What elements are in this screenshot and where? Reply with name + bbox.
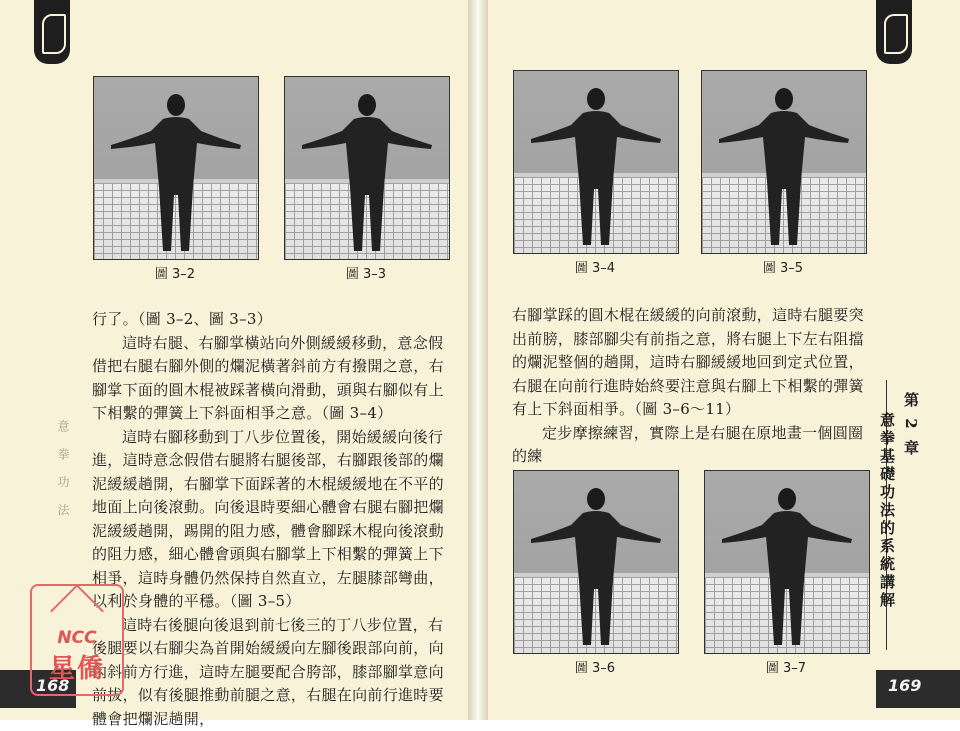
- figure-photo: [284, 76, 450, 260]
- paragraph: 定步摩擦練習，實際上是右腿在原地畫一個圓圈的練: [512, 422, 872, 469]
- paragraph: 這時右後腿向後退到前七後三的丁八步位置，右後腿要以右腳尖為首開始緩緩向左腳後跟部向前，向內斜前方行進，這時左腿要配合胯部，膝部腳掌意向前拔，似有後腿推動前腿之意，右腿在向前行進時要體會把爛泥趟開，: [92, 614, 452, 731]
- figure-photo: [701, 70, 867, 254]
- paragraph: 右腳掌踩的圓木棍在緩緩的向前滾動，這時右腿要突出前膀，膝部腳尖有前指之意，將右腿上下左右阻擋的爛泥整個的趟開，這時右腳緩緩地回到定式位置，右腿在向前行進時始終要注意與右腳上下相繫的彈簧有上下斜面相爭。（圖 3–6～11）: [512, 304, 872, 422]
- chapter-title: 意拳基礎功法的系統講解: [875, 412, 899, 610]
- left-body-text: [92, 308, 452, 731]
- faint-side-text: 意 拳 功 法: [54, 420, 72, 650]
- person-figure: [101, 91, 251, 259]
- figure-3-2: [93, 76, 257, 282]
- watermark-name: 星僑: [32, 648, 122, 685]
- figure-3-5: [701, 70, 865, 276]
- watermark-latin: NCC: [32, 628, 122, 648]
- paragraph: 行了。（圖 3–2、圖 3–3）: [92, 308, 452, 332]
- right-body-text: [512, 304, 872, 469]
- watermark-stamp: [30, 584, 124, 696]
- person-figure: [712, 485, 862, 653]
- corner-ornament-right: [876, 0, 912, 64]
- figure-3-4: [513, 70, 677, 276]
- paragraph: 這時右腿、右腳掌橫站向外側緩緩移動，意念假借把右腿右腳外側的爛泥橫著斜前方有撥開之意，右腳掌下面的圓木棍被踩著橫向滑動，頭與右腳似有上下相繫的彈簧上下斜面相爭之意。（圖 3–4）: [92, 332, 452, 426]
- person-figure: [709, 85, 859, 253]
- figure-3-3: [284, 76, 448, 282]
- figure-photo: [93, 76, 259, 260]
- figure-photo: [513, 470, 679, 654]
- figure-caption: 圖 3–6: [513, 657, 677, 676]
- figure-caption: 圖 3–7: [704, 657, 868, 676]
- chapter-label: 第 2 章: [899, 392, 923, 610]
- person-figure: [292, 91, 442, 259]
- chapter-heading: [897, 392, 923, 610]
- figure-3-6: [513, 470, 677, 676]
- person-figure: [521, 85, 671, 253]
- person-figure: [521, 485, 671, 653]
- figure-photo: [704, 470, 870, 654]
- figure-caption: 圖 3–2: [93, 263, 257, 282]
- figure-photo: [513, 70, 679, 254]
- figure-caption: 圖 3–5: [701, 257, 865, 276]
- figure-caption: 圖 3–3: [284, 263, 448, 282]
- figure-caption: 圖 3–4: [513, 257, 677, 276]
- page-number-left: 168: [36, 676, 69, 695]
- figure-3-7: [704, 470, 868, 676]
- paragraph: 這時右腳移動到丁八步位置後，開始緩緩向後行進，這時意念假借右腿將右腿後部，右腳跟後部的爛泥緩緩趟開，右腳掌下面踩著的木棍緩緩地在不平的地面上向後滾動。向後退時要細心體會右腿右腳把爛泥緩緩趟開，踢開的阻力感，體會腳踩木棍向後滾動的阻力感，細心體會頭與右腳掌上下相繫的彈簧上下相爭，這時身體仍然保持自然直立，左腿膝部彎曲，以利於身體的平穩。（圖 3–5）: [92, 426, 452, 614]
- book-gutter: [468, 0, 488, 720]
- page-number-right: 169: [888, 676, 921, 695]
- corner-ornament-left: [34, 0, 70, 64]
